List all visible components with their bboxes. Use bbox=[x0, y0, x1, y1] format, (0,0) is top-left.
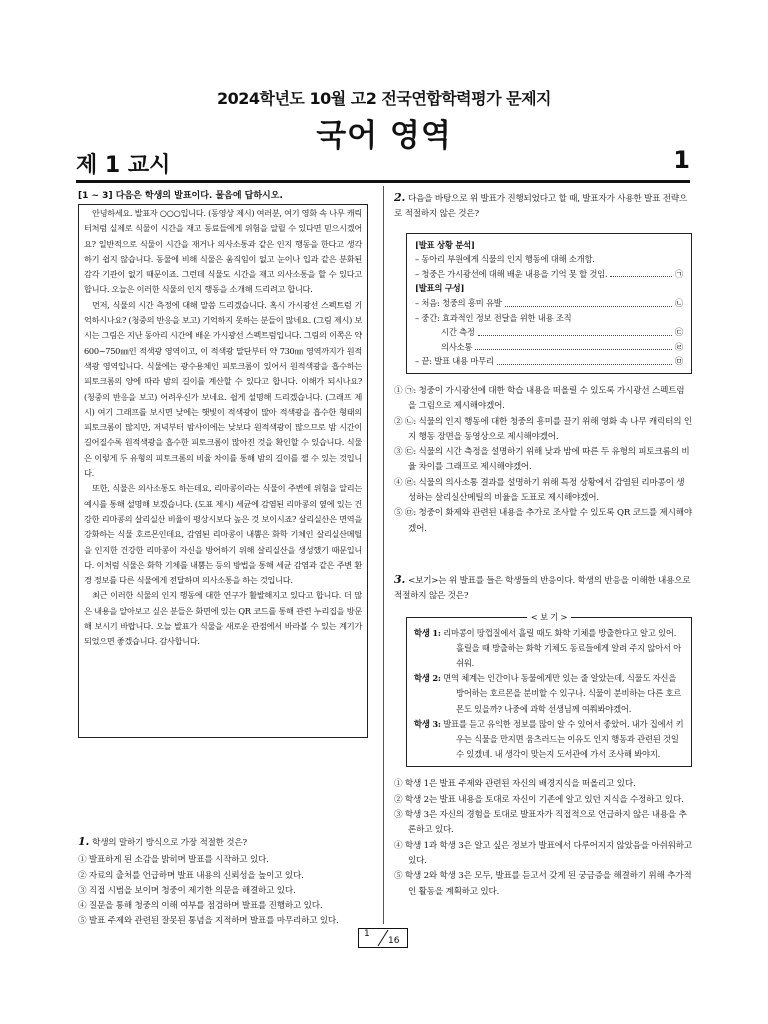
student-label: 학생 1: bbox=[414, 627, 441, 638]
leader-dots bbox=[497, 354, 672, 365]
bogi-box bbox=[406, 611, 692, 768]
box-line bbox=[415, 296, 683, 311]
option[interactable]: ⑤ 발표 주제와 관련된 잘못된 통념을 지적하며 발표를 마무리하고 있다. bbox=[78, 916, 339, 927]
option[interactable]: ② ㉡: 식물의 인지 행동에 대한 청중의 흥미를 끌기 위해 영화 속 나무 캐릭터의 인지 행동 장면을 동영상으로 제시해야겠어. bbox=[394, 416, 692, 442]
presentation-plan-box bbox=[406, 233, 692, 374]
box-line: – 동아리 부원에게 식물의 인지 행동에 대해 소개함. bbox=[415, 254, 595, 265]
box-mark: ㉢ bbox=[674, 327, 683, 338]
option[interactable]: ④ ㉣: 식물의 의사소통 결과를 설명하기 위해 특정 상황에서 감염된 리마콩이 생성하는 살리실산메틸의 비율을 도표로 제시해야겠어. bbox=[394, 477, 685, 504]
option[interactable]: ① ㉠: 청중이 가시광선에 대한 학습 내용을 떠올릴 수 있도록 가시광선 스펙트럼을 그림으로 제시해야겠어. bbox=[394, 385, 685, 412]
option[interactable]: ② 학생 2는 발표 내용을 토대로 자신이 기존에 알고 있던 지식을 수정하고 있다. bbox=[394, 794, 684, 805]
page-counter bbox=[358, 928, 408, 948]
question-2 bbox=[394, 190, 692, 537]
box-mark: ㉠ bbox=[674, 268, 683, 279]
box-mark: ㉡ bbox=[674, 297, 683, 308]
option[interactable]: ⑤ 학생 2와 학생 3은 모두, 발표를 듣고서 갖게 된 궁금증을 해결하기 위해 추가적인 활동을 계획하고 있다. bbox=[394, 871, 692, 897]
box-line: – 중간: 효과적인 정보 전달을 위한 내용 조직 bbox=[415, 312, 572, 323]
passage-box bbox=[78, 204, 368, 738]
question-number: 1. bbox=[78, 835, 90, 848]
box-section-title: [발표의 구성] bbox=[415, 283, 465, 294]
option-list bbox=[78, 853, 376, 929]
question-number: 3. bbox=[394, 573, 406, 586]
box-line bbox=[415, 354, 683, 369]
bogi-title-text: < 보 기 > bbox=[527, 612, 571, 622]
box-line bbox=[415, 267, 683, 282]
option[interactable]: ③ 학생 3은 자신의 경험을 토대로 발표자가 직접적으로 언급하지 않은 내용을 추론하고 있다. bbox=[394, 810, 687, 836]
box-mark: ㉤ bbox=[674, 356, 683, 367]
passage-paragraph: 또한, 식물은 의사소통도 하는데요, 리마콩이라는 식물이 주변에 위험을 알리는 예시를 통해 설명해 보겠습니다. (도표 제시) 세균에 감염된 리마콩의 옆에 있는 건강한 리마콩의 살리실산 비율이 평상시보다 높은 것 보이시죠? 살리실산은 면역을 강화하는 식물 호르몬인데요, 감염된 리마콩이 내뿜은 화학 기체인 살리실산메틸을 인지한 건강한 리마콩이 자신을 방어하기 위해 살리실산을 생성했기 때문입니다. 이처럼 식물은 화학 기체를 내뿜는 등의 방법을 통해 세균 감염과 같은 주변 환경 정보를 다른 식물에게 전달하며 의사소통을 하는 것입니다. bbox=[84, 483, 362, 586]
student-label: 학생 2: bbox=[414, 673, 441, 684]
box-section-title: [발표 상황 분석] bbox=[415, 239, 475, 250]
option[interactable]: ④ 학생 1과 학생 3은 알고 싶은 정보가 발표에서 다루어지지 않았음을 아쉬워하고 있다. bbox=[394, 840, 692, 866]
option[interactable]: ④ 질문을 통해 청중의 이해 여부를 점검하며 발표를 진행하고 있다. bbox=[78, 901, 323, 912]
passage-heading: [1 ~ 3] 다음은 학생의 발표이다. 물음에 답하시오. bbox=[78, 191, 283, 201]
box-line-text: – 끝: 발표 내용 마무리 bbox=[415, 356, 494, 367]
box-mark: ㉣ bbox=[674, 341, 683, 352]
box-line-text: 시간 측정 bbox=[441, 327, 475, 338]
student-reaction bbox=[414, 626, 684, 672]
column-divider bbox=[383, 186, 384, 924]
option[interactable]: ③ 직접 시범을 보이며 청중이 제기한 의문을 해결하고 있다. bbox=[78, 885, 296, 896]
student-reaction bbox=[414, 717, 684, 763]
current-page: 1 bbox=[364, 929, 370, 939]
box-line bbox=[415, 340, 683, 355]
leader-dots bbox=[610, 267, 671, 278]
question-text: <보기>는 위 발표를 들은 학생들의 반응이다. 학생의 반응을 이해한 내용으로 적절하지 않은 것은? bbox=[394, 576, 691, 602]
option[interactable]: ② 자료의 출처를 언급하며 발표 내용의 신뢰성을 높이고 있다. bbox=[78, 870, 304, 881]
total-pages: 16 bbox=[388, 936, 400, 946]
bogi-title bbox=[407, 610, 691, 625]
option[interactable]: ① 발표하게 된 소감을 밝히며 발표를 시작하고 있다. bbox=[78, 855, 269, 866]
passage-paragraph: 안녕하세요. 발표자 ○○○입니다. (동영상 제시) 여러분, 여기 영화 속 나무 캐릭터처럼 실제로 식물이 시간을 재고 동료들에게 위험을 알릴 수 있다면 믿으시겠어요? 일반적으로 식물이 시간을 재거나 의사소통과 같은 인지 행동을 한다고 생각하기 쉽지 않습니다. 동물에 비해 식물은 움직임이 없고 눈이나 입과 같은 분화된 감각 기관이 없기 때문이죠. 그런데 식물도 시간을 재고 의사소통을 할 수 있다고 합니다. 오늘은 이러한 식물의 인지 행동을 소개해 드리려고 합니다. bbox=[84, 208, 362, 295]
option[interactable]: ① 학생 1은 발표 주제와 관련된 자신의 배경지식을 떠올리고 있다. bbox=[394, 779, 636, 790]
student-reaction bbox=[414, 671, 684, 717]
reaction-text: 발표를 듣고 유익한 정보를 많이 알 수 있어서 좋았어. 내가 집에서 키우는 식물을 만지면 움츠러드는 이유도 인지 행동과 관련된 것일 수 있겠네. 내 생각이 맞는지 도서관에 가서 조사해 봐야지. bbox=[443, 718, 684, 760]
option[interactable]: ③ ㉢: 식물의 시간 측정을 설명하기 위해 낮과 밤에 따른 두 유형의 피토크롬의 비율 차이를 그래프로 제시해야겠어. bbox=[394, 447, 690, 473]
reaction-text: 리마콩이 땅껍질에서 흘릴 때도 화학 기체를 방출한다고 알고 있어. 흘릴을 때 방출하는 화학 기체도 동료들에게 알려 주지 않아서 아쉬워. bbox=[443, 627, 682, 668]
question-stem bbox=[394, 190, 692, 223]
option-list bbox=[394, 777, 692, 899]
question-text: 학생의 말하기 방식으로 가장 적절한 것은? bbox=[92, 838, 247, 848]
question-stem bbox=[78, 834, 376, 851]
question-number: 2. bbox=[394, 191, 406, 204]
header-rule bbox=[76, 180, 690, 183]
leader-dots bbox=[478, 325, 672, 336]
question-text: 다음을 바탕으로 위 발표가 진행되었다고 할 때, 발표자가 사용한 발표 전략으로 적절하지 않은 것은? bbox=[394, 194, 688, 220]
leader-dots bbox=[505, 296, 672, 307]
question-stem bbox=[394, 572, 692, 605]
box-line bbox=[415, 325, 683, 340]
box-line-text: 의사소통 bbox=[441, 341, 473, 352]
page-number: 1 bbox=[673, 146, 690, 174]
reaction-text: 면역 체계는 인간이나 동물에게만 있는 줄 알았는데, 식물도 자신을 방어하는 호르몬을 분비할 수 있구나. 식물이 분비하는 다른 호르몬도 있을까? 나중에 과학 선생님께 여쭤봐야겠어. bbox=[443, 673, 682, 714]
student-label: 학생 3: bbox=[414, 718, 441, 729]
exam-title: 국어 영역 bbox=[316, 118, 452, 154]
exam-subtitle: 2024학년도 10월 고2 전국연합학력평가 문제지 bbox=[216, 89, 551, 108]
question-3 bbox=[394, 572, 692, 900]
passage-paragraph: 최근 이러한 식물의 인지 행동에 대한 연구가 활발해지고 있다고 합니다. 더 많은 내용을 알아보고 싶은 분들은 화면에 있는 QR 코드를 통해 관련 누리집을 방문해 보시기 바랍니다. 오늘 발표가 식물을 새로운 관점에서 바라볼 수 있는 계기가 되었으면 좋겠습니다. 감사합니다. bbox=[84, 590, 362, 647]
box-line-text: – 청중은 가시광선에 대해 배운 내용을 기억 못 할 것임. bbox=[415, 268, 608, 279]
question-1 bbox=[78, 834, 376, 930]
box-line-text: – 처음: 청중의 흥미 유발 bbox=[415, 297, 502, 308]
leader-dots bbox=[475, 340, 672, 351]
option[interactable]: ⑤ ㉤: 청중이 화제와 관련된 내용을 추가로 조사할 수 있도록 QR 코드를 제시해야겠어. bbox=[394, 508, 692, 534]
option-list bbox=[394, 384, 692, 537]
passage-paragraph: 먼저, 식물의 시간 측정에 대해 말씀 드리겠습니다. 혹시 가시광선 스펙트럼 기억하시나요? (청중의 반응을 보고) 기억하지 못하는 분들이 많네요. (그림 제시) 보시는 그림은 지난 동아리 시간에 배운 가시광선 스펙트럼입니다. 그림의 이쪽은 약 600~750㎚인 적색광 영역이고, 이 적색광 말단부터 약 730㎚ 영역까지가 원적색광 영역입니다. 식물에는 광수용체인 피토크롬이 있어서 원적색광을 흡수하는 피토크롬의 양에 따라 밤의 길이를 계산할 수 있다고 합니다. 이해가 되시나요? (청중의 반응을 보고) 어려우신가 보네요. 쉽게 설명해 드리겠습니다. (그래프 제시) 여기 그래프를 보시면 낮에는 햇빛이 적색광이 많아 적색광을 흡수한 형태의 피토크롬이 많지만, 저녁부터 밤사이에는 낮보다 원적색광이 많으므로 밤 시간이 길어질수록 원적색광을 흡수한 피토크롬이 많아진 것을 확인할 수 있습니다. 식물은 이렇게 두 유형의 피토크롬의 비율 차이를 통해 밤의 길이를 잴 수 있는 것입니다. bbox=[84, 299, 362, 479]
period-label: 제 1 교시 bbox=[76, 153, 171, 178]
